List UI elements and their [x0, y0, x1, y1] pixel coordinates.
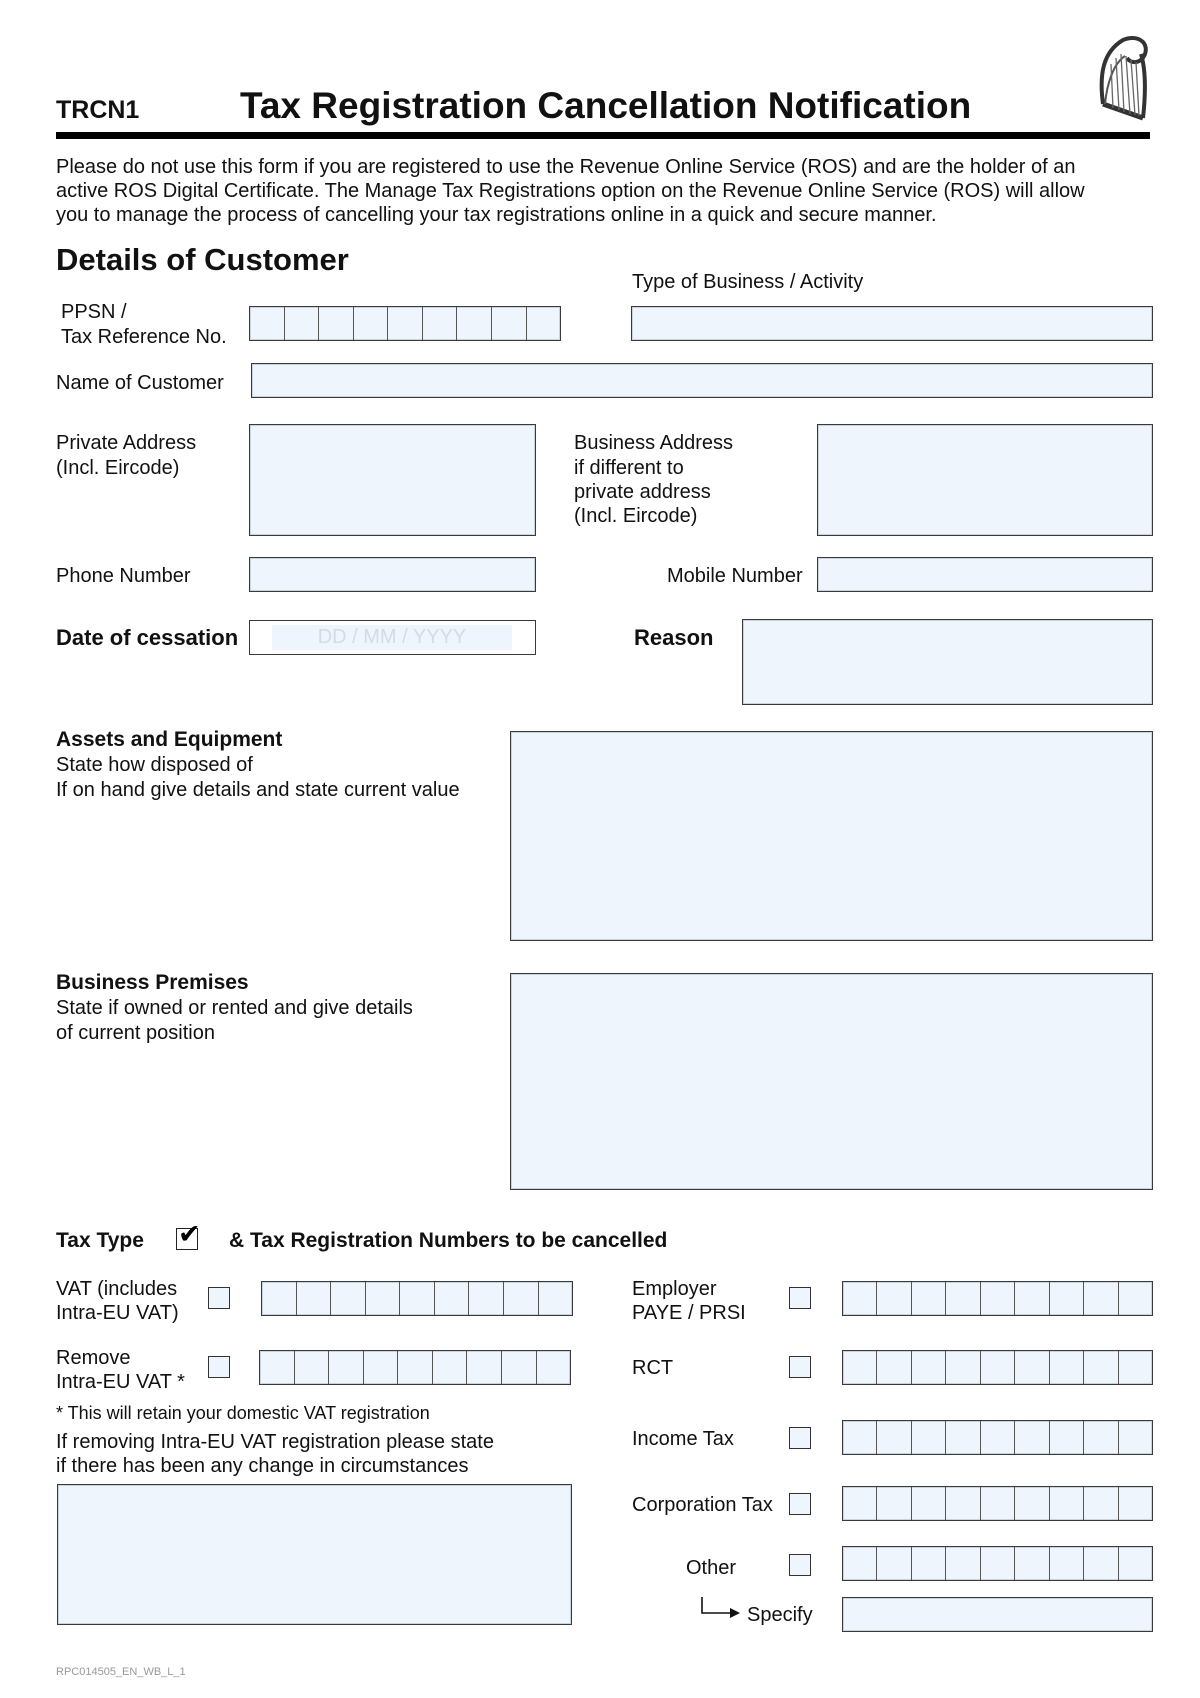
income-tax-number-input[interactable] — [842, 1420, 1153, 1455]
cessation-date-input[interactable] — [249, 620, 536, 655]
tax-reference-label: Tax Reference No. — [61, 326, 227, 348]
corporation-tax-label: Corporation Tax — [632, 1494, 773, 1516]
private-address-eircode-label: (Incl. Eircode) — [56, 457, 180, 479]
cessation-date-placeholder: DD / MM / YYYY — [272, 625, 512, 650]
other-tax-number-input[interactable] — [842, 1546, 1153, 1581]
employer-label-1: Employer — [632, 1278, 717, 1300]
vat-label-1: VAT (includes — [56, 1278, 178, 1300]
remove-intra-eu-checkbox[interactable] — [208, 1356, 230, 1378]
tax-type-example-box — [176, 1219, 201, 1250]
vat-checkbox[interactable] — [208, 1287, 230, 1309]
business-address-note-2: private address — [574, 481, 711, 503]
business-type-input[interactable] — [631, 306, 1153, 341]
harp-emblem-icon — [1093, 34, 1153, 124]
remove-intra-eu-label-2: Intra-EU VAT * — [56, 1371, 185, 1393]
remove-intra-eu-number-input[interactable] — [259, 1350, 571, 1385]
assets-line-2: If on hand give details and state current value — [56, 779, 460, 801]
remove-intra-eu-label-1: Remove — [56, 1347, 131, 1369]
customer-name-input[interactable] — [251, 363, 1153, 398]
footer-code: RPC014505_EN_WB_L_1 — [56, 1666, 186, 1678]
phone-input[interactable] — [249, 557, 536, 592]
change-circumstances-label-2: if there has been any change in circumstances — [56, 1455, 469, 1477]
vat-footnote: * This will retain your domestic VAT registration — [56, 1403, 430, 1423]
ppsn-label: PPSN / — [61, 301, 127, 323]
customer-heading: Details of Customer — [56, 242, 349, 277]
premises-line-2: of current position — [56, 1022, 215, 1044]
employer-paye-checkbox[interactable] — [789, 1287, 811, 1309]
corporation-tax-number-input[interactable] — [842, 1486, 1153, 1521]
specify-input[interactable] — [842, 1597, 1153, 1632]
income-tax-checkbox[interactable] — [789, 1427, 811, 1449]
vat-number-input[interactable] — [261, 1281, 573, 1316]
arrow-right-icon — [700, 1597, 742, 1621]
business-address-eircode-label: (Incl. Eircode) — [574, 505, 698, 527]
mobile-input[interactable] — [817, 557, 1153, 592]
employer-label-2: PAYE / PRSI — [632, 1302, 746, 1324]
private-address-input[interactable] — [249, 424, 536, 536]
employer-paye-number-input[interactable] — [842, 1281, 1153, 1316]
assets-input[interactable] — [510, 731, 1153, 941]
title-rule — [56, 132, 1150, 139]
premises-line-1: State if owned or rented and give details — [56, 997, 413, 1019]
form-code: TRCN1 — [56, 96, 140, 124]
customer-name-label: Name of Customer — [56, 372, 224, 394]
checkmark-icon: ✔ — [178, 1219, 201, 1249]
page-title: Tax Registration Cancellation Notification — [240, 85, 972, 126]
other-tax-checkbox[interactable] — [789, 1554, 811, 1576]
premises-heading: Business Premises — [56, 971, 249, 994]
vat-label-2: Intra-EU VAT) — [56, 1302, 179, 1324]
business-address-note-1: if different to — [574, 457, 684, 479]
assets-heading: Assets and Equipment — [56, 728, 283, 751]
private-address-label: Private Address — [56, 432, 197, 454]
premises-input[interactable] — [510, 973, 1153, 1190]
business-type-label: Type of Business / Activity — [632, 271, 864, 293]
specify-label: Specify — [747, 1604, 813, 1626]
mobile-label: Mobile Number — [667, 565, 803, 587]
phone-label: Phone Number — [56, 565, 191, 587]
business-address-label: Business Address — [574, 432, 733, 454]
income-tax-label: Income Tax — [632, 1428, 734, 1450]
change-circumstances-input[interactable] — [57, 1484, 572, 1625]
reason-input[interactable] — [742, 619, 1153, 705]
intro-line-3: you to manage the process of cancelling your tax registrations online in a quick and secure manner. — [56, 204, 937, 226]
assets-line-1: State how disposed of — [56, 754, 253, 776]
intro-line-1: Please do not use this form if you are registered to use the Revenue Online Service (ROS) and are the holder of an — [56, 156, 1076, 178]
change-circumstances-label-1: If removing Intra-EU VAT registration please state — [56, 1431, 494, 1453]
rct-number-input[interactable] — [842, 1350, 1153, 1385]
rct-checkbox[interactable] — [789, 1356, 811, 1378]
ppsn-input[interactable] — [249, 306, 561, 341]
corporation-tax-checkbox[interactable] — [789, 1493, 811, 1515]
rct-label: RCT — [632, 1357, 674, 1379]
business-address-input[interactable] — [817, 424, 1153, 536]
other-tax-label: Other — [686, 1557, 737, 1579]
cessation-label: Date of cessation — [56, 625, 239, 650]
intro-line-2: active ROS Digital Certificate. The Manage Tax Registrations option on the Revenue Online Service (ROS) will allow — [56, 180, 1085, 202]
tax-type-heading: Tax Type — [56, 1229, 144, 1252]
tax-registration-heading: & Tax Registration Numbers to be cancelled — [229, 1229, 668, 1252]
reason-label: Reason — [634, 625, 714, 650]
